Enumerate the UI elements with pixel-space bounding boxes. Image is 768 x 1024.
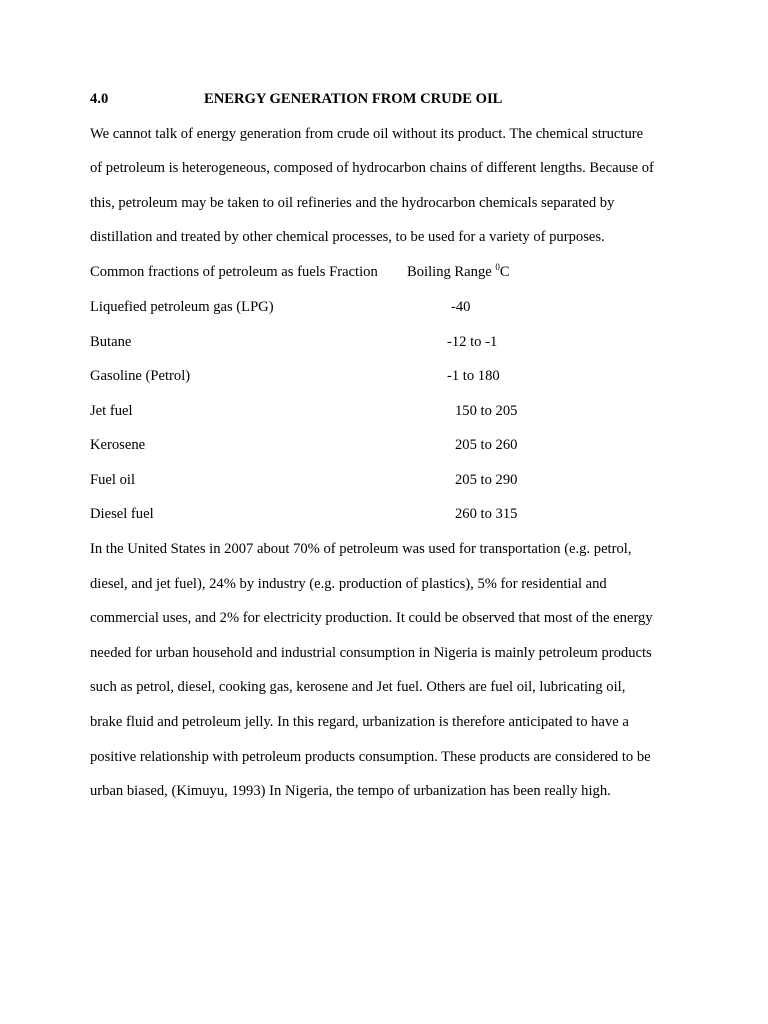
fraction-range: 205 to 290 xyxy=(455,472,518,488)
body-line: In the United States in 2007 about 70% of petroleum was used for transportation (e.g. petrol, xyxy=(90,541,632,557)
fraction-name: Diesel fuel xyxy=(90,506,154,522)
body-line: positive relationship with petroleum products consumption. These products are considered to be xyxy=(90,749,651,765)
table-header-boiling-range xyxy=(407,263,510,281)
fraction-range: 260 to 315 xyxy=(455,506,518,522)
boiling-range-label: Boiling Range xyxy=(407,264,496,280)
body-line: urban biased, (Kimuyu, 1993) In Nigeria, the tempo of urbanization has been really high. xyxy=(90,783,611,799)
intro-line: this, petroleum may be taken to oil refineries and the hydrocarbon chemicals separated by xyxy=(90,195,615,211)
fraction-range: 205 to 260 xyxy=(455,437,518,453)
fraction-name: Fuel oil xyxy=(90,472,135,488)
degree-superscript: 0 xyxy=(495,262,500,272)
intro-line: We cannot talk of energy generation from crude oil without its product. The chemical structure xyxy=(90,126,644,142)
fraction-range: -40 xyxy=(451,299,471,315)
fraction-range: -1 to 180 xyxy=(447,368,500,384)
intro-line: distillation and treated by other chemical processes, to be used for a variety of purposes. xyxy=(90,229,605,245)
body-line: brake fluid and petroleum jelly. In this regard, urbanization is therefore anticipated to have a xyxy=(90,714,629,730)
intro-line: of petroleum is heterogeneous, composed of hydrocarbon chains of different lengths. Because of xyxy=(90,160,654,176)
fraction-range: -12 to -1 xyxy=(447,334,498,350)
body-line: such as petrol, diesel, cooking gas, kerosene and Jet fuel. Others are fuel oil, lubricating oil, xyxy=(90,679,626,695)
body-line: diesel, and jet fuel), 24% by industry (e.g. production of plastics), 5% for residential and xyxy=(90,576,607,592)
fraction-name: Gasoline (Petrol) xyxy=(90,368,191,384)
table-header-fraction: Common fractions of petroleum as fuels Fraction xyxy=(90,264,378,280)
fraction-range: 150 to 205 xyxy=(455,403,518,419)
celsius-unit: C xyxy=(499,264,510,280)
fraction-name: Butane xyxy=(90,334,132,350)
fraction-name: Jet fuel xyxy=(90,403,133,419)
body-line: commercial uses, and 2% for electricity production. It could be observed that most of the energy xyxy=(90,610,653,626)
section-number: 4.0 xyxy=(90,91,109,107)
fraction-name: Kerosene xyxy=(90,437,146,453)
body-line: needed for urban household and industrial consumption in Nigeria is mainly petroleum products xyxy=(90,645,652,661)
section-title: ENERGY GENERATION FROM CRUDE OIL xyxy=(204,91,503,107)
fraction-name: Liquefied petroleum gas (LPG) xyxy=(90,299,274,315)
